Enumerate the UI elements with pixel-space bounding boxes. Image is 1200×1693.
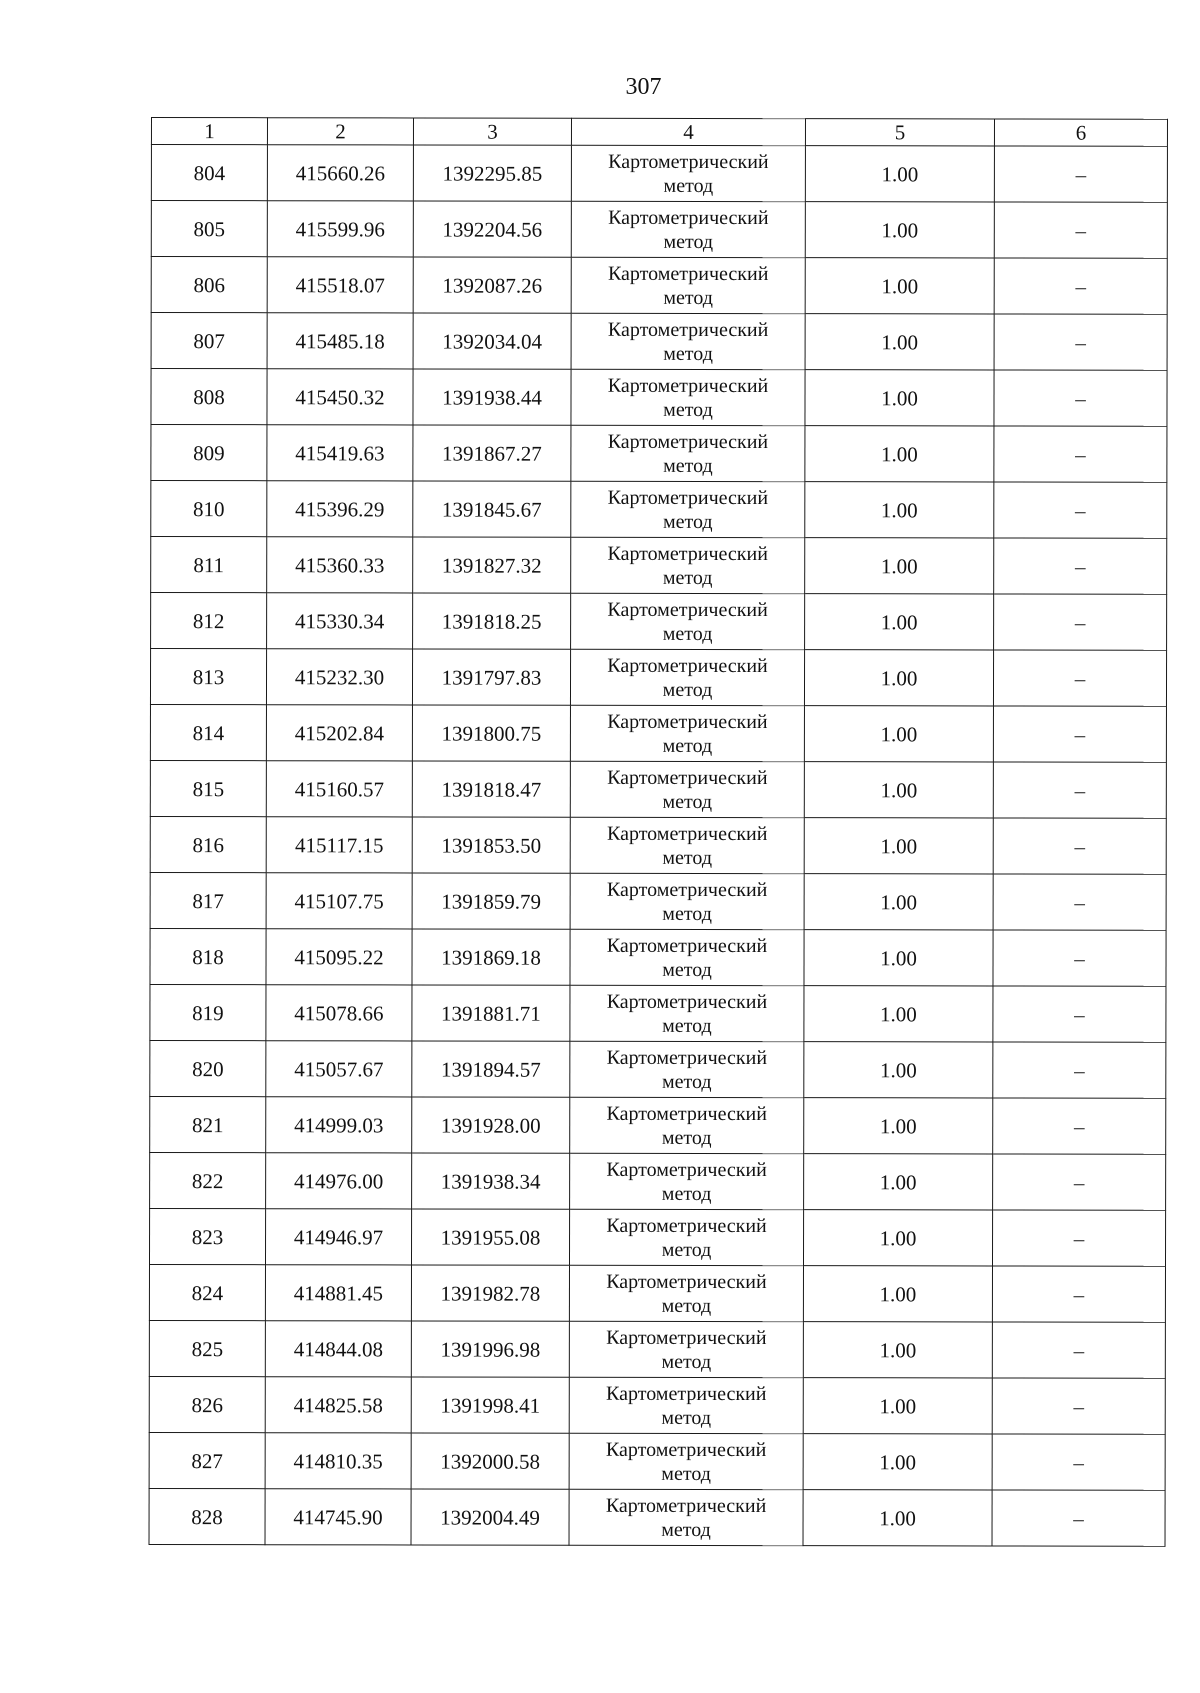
accuracy-cell: 1.00 bbox=[804, 986, 993, 1042]
y-coordinate-cell: 1391928.00 bbox=[412, 1097, 570, 1153]
method-cell bbox=[569, 1433, 803, 1489]
y-coordinate-cell: 1392034.04 bbox=[413, 313, 571, 369]
method-cell bbox=[569, 1265, 803, 1321]
y-coordinate-cell: 1391894.57 bbox=[412, 1041, 570, 1097]
x-coordinate-cell: 415396.29 bbox=[267, 481, 413, 537]
method-line-1: Картометрический bbox=[605, 1494, 767, 1517]
method-line-1: Картометрический bbox=[607, 486, 769, 509]
accuracy-cell: 1.00 bbox=[804, 1154, 993, 1210]
method-line-1: Картометрический bbox=[606, 934, 768, 957]
note-cell: – bbox=[994, 258, 1167, 314]
note-cell: – bbox=[992, 1322, 1165, 1378]
accuracy-cell: 1.00 bbox=[803, 1210, 992, 1266]
page-number: 307 bbox=[625, 74, 662, 100]
y-coordinate-cell: 1392295.85 bbox=[413, 145, 571, 201]
y-coordinate-cell: 1391827.32 bbox=[413, 537, 571, 593]
point-number-cell: 826 bbox=[149, 1376, 265, 1432]
method-line-2: метод bbox=[662, 566, 713, 589]
point-number-cell: 818 bbox=[150, 928, 266, 984]
method-line-2: метод bbox=[662, 622, 713, 645]
method-line-1: Картометрический bbox=[607, 598, 768, 621]
accuracy-cell: 1.00 bbox=[803, 1434, 992, 1490]
method-line-1: Картометрический bbox=[606, 1270, 767, 1293]
method-line-1: Картометрический bbox=[606, 1382, 767, 1405]
table-row bbox=[150, 649, 1166, 707]
point-number-cell: 806 bbox=[151, 257, 267, 313]
method-cell bbox=[571, 481, 805, 537]
method-cell bbox=[570, 1097, 804, 1153]
y-coordinate-cell: 1391818.25 bbox=[413, 593, 571, 649]
x-coordinate-cell: 415360.33 bbox=[267, 537, 413, 593]
y-coordinate-cell: 1391867.27 bbox=[413, 425, 571, 481]
point-number-cell: 825 bbox=[149, 1320, 265, 1376]
point-number-cell: 817 bbox=[150, 872, 266, 928]
method-line-1: Картометрический bbox=[606, 990, 768, 1013]
point-number-cell: 822 bbox=[150, 1152, 266, 1208]
point-number-cell: 815 bbox=[150, 760, 266, 816]
table-row bbox=[150, 1040, 1166, 1098]
x-coordinate-cell: 415160.57 bbox=[266, 761, 412, 817]
x-coordinate-cell: 415202.84 bbox=[266, 705, 412, 761]
method-line-1: Картометрический bbox=[608, 206, 769, 229]
x-coordinate-cell: 414745.90 bbox=[265, 1489, 411, 1545]
note-cell: – bbox=[993, 930, 1166, 986]
x-coordinate-cell: 415078.66 bbox=[266, 985, 412, 1041]
method-line-1: Картометрический bbox=[608, 150, 769, 173]
point-number-cell: 810 bbox=[151, 481, 267, 537]
table-header bbox=[151, 118, 1167, 147]
method-line-1: Картометрический bbox=[606, 1158, 767, 1181]
header-row bbox=[151, 118, 1167, 147]
method-line-2: метод bbox=[663, 174, 714, 197]
method-cell bbox=[569, 1321, 803, 1377]
point-number-cell: 809 bbox=[151, 425, 267, 481]
table-row bbox=[149, 1264, 1165, 1322]
note-cell: – bbox=[993, 650, 1166, 706]
method-line-2: метод bbox=[661, 1126, 712, 1149]
accuracy-cell: 1.00 bbox=[805, 370, 994, 426]
method-cell bbox=[571, 425, 805, 481]
note-cell: – bbox=[993, 1154, 1166, 1210]
y-coordinate-cell: 1391996.98 bbox=[411, 1321, 569, 1377]
point-number-cell: 819 bbox=[150, 984, 266, 1040]
point-number-cell: 805 bbox=[151, 201, 267, 257]
note-cell: – bbox=[994, 370, 1167, 426]
accuracy-cell: 1.00 bbox=[804, 706, 993, 762]
x-coordinate-cell: 414825.58 bbox=[265, 1377, 411, 1433]
method-line-2: метод bbox=[661, 1070, 712, 1093]
y-coordinate-cell: 1391982.78 bbox=[411, 1265, 569, 1321]
table-row bbox=[151, 313, 1167, 371]
table-row bbox=[150, 1152, 1166, 1210]
table-body bbox=[149, 145, 1167, 1547]
table-row bbox=[149, 1432, 1165, 1490]
x-coordinate-cell: 415232.30 bbox=[266, 649, 412, 705]
x-coordinate-cell: 415095.22 bbox=[266, 929, 412, 985]
accuracy-cell: 1.00 bbox=[804, 762, 993, 818]
table-row bbox=[149, 1488, 1165, 1546]
note-cell: – bbox=[994, 482, 1167, 538]
table-row bbox=[151, 481, 1167, 539]
accuracy-cell: 1.00 bbox=[805, 258, 994, 314]
method-line-2: метод bbox=[661, 1350, 712, 1373]
method-line-1: Картометрический bbox=[606, 1326, 767, 1349]
table-row bbox=[150, 928, 1166, 986]
point-number-cell: 808 bbox=[151, 369, 267, 425]
method-line-2: метод bbox=[662, 902, 712, 925]
method-line-2: метод bbox=[661, 1462, 711, 1485]
note-cell: – bbox=[992, 1210, 1165, 1266]
y-coordinate-cell: 1392004.49 bbox=[411, 1489, 569, 1545]
table-row bbox=[151, 145, 1167, 203]
method-line-2: метод bbox=[663, 342, 713, 365]
x-coordinate-cell: 414810.35 bbox=[265, 1433, 411, 1489]
table-row bbox=[151, 201, 1167, 259]
method-line-1: Картометрический bbox=[607, 430, 769, 453]
y-coordinate-cell: 1391859.79 bbox=[412, 873, 570, 929]
column-header-2: 2 bbox=[267, 118, 413, 145]
accuracy-cell: 1.00 bbox=[805, 538, 994, 594]
accuracy-cell: 1.00 bbox=[805, 202, 994, 258]
column-header-1: 1 bbox=[151, 118, 267, 145]
table-row bbox=[149, 1376, 1165, 1434]
method-line-2: метод bbox=[663, 398, 713, 421]
method-cell bbox=[569, 1377, 803, 1433]
note-cell: – bbox=[994, 426, 1167, 482]
note-cell: – bbox=[994, 538, 1167, 594]
x-coordinate-cell: 415117.15 bbox=[266, 817, 412, 873]
y-coordinate-cell: 1392000.58 bbox=[411, 1433, 569, 1489]
accuracy-cell: 1.00 bbox=[805, 482, 994, 538]
note-cell: – bbox=[994, 146, 1167, 202]
method-line-2: метод bbox=[661, 1238, 712, 1261]
x-coordinate-cell: 415485.18 bbox=[267, 313, 413, 369]
method-line-1: Картометрический bbox=[606, 822, 768, 845]
accuracy-cell: 1.00 bbox=[804, 1042, 993, 1098]
method-cell bbox=[571, 537, 805, 593]
table-row bbox=[151, 425, 1167, 483]
note-cell: – bbox=[992, 1378, 1165, 1434]
accuracy-cell: 1.00 bbox=[805, 426, 994, 482]
y-coordinate-cell: 1391938.34 bbox=[412, 1153, 570, 1209]
point-number-cell: 812 bbox=[151, 593, 267, 649]
y-coordinate-cell: 1391938.44 bbox=[413, 369, 571, 425]
method-line-1: Картометрический bbox=[607, 710, 768, 733]
point-number-cell: 828 bbox=[149, 1488, 265, 1544]
column-header-4: 4 bbox=[571, 118, 805, 145]
method-line-1: Картометрический bbox=[607, 654, 768, 677]
coordinates-table-wrapper bbox=[149, 117, 1168, 1547]
x-coordinate-cell: 415518.07 bbox=[267, 257, 413, 313]
note-cell: – bbox=[993, 762, 1166, 818]
table-row bbox=[150, 1096, 1166, 1154]
accuracy-cell: 1.00 bbox=[804, 818, 993, 874]
y-coordinate-cell: 1391800.75 bbox=[412, 705, 570, 761]
method-line-2: метод bbox=[662, 734, 713, 757]
method-line-2: метод bbox=[662, 510, 713, 533]
method-line-1: Картометрический bbox=[606, 1102, 767, 1125]
x-coordinate-cell: 415419.63 bbox=[267, 425, 413, 481]
method-cell bbox=[570, 873, 804, 929]
y-coordinate-cell: 1392204.56 bbox=[413, 201, 571, 257]
point-number-cell: 824 bbox=[149, 1264, 265, 1320]
y-coordinate-cell: 1391853.50 bbox=[412, 817, 570, 873]
point-number-cell: 827 bbox=[149, 1432, 265, 1488]
method-cell bbox=[570, 985, 804, 1041]
note-cell: – bbox=[993, 818, 1166, 874]
note-cell: – bbox=[993, 1042, 1166, 1098]
x-coordinate-cell: 414844.08 bbox=[265, 1321, 411, 1377]
y-coordinate-cell: 1391818.47 bbox=[412, 761, 570, 817]
method-line-2: метод bbox=[661, 1518, 711, 1541]
accuracy-cell: 1.00 bbox=[803, 1490, 992, 1546]
x-coordinate-cell: 415660.26 bbox=[267, 145, 413, 201]
coordinates-table bbox=[149, 117, 1168, 1547]
point-number-cell: 804 bbox=[151, 145, 267, 201]
method-line-2: метод bbox=[662, 790, 713, 813]
method-line-1: Картометрический bbox=[606, 1214, 767, 1237]
method-line-2: метод bbox=[663, 286, 714, 309]
note-cell: – bbox=[994, 202, 1167, 258]
point-number-cell: 807 bbox=[151, 313, 267, 369]
method-cell bbox=[570, 817, 804, 873]
method-line-2: метод bbox=[662, 1014, 712, 1037]
method-line-2: метод bbox=[661, 1406, 712, 1429]
x-coordinate-cell: 414946.97 bbox=[265, 1209, 411, 1265]
x-coordinate-cell: 415057.67 bbox=[266, 1041, 412, 1097]
method-line-1: Картометрический bbox=[605, 1438, 767, 1461]
accuracy-cell: 1.00 bbox=[805, 146, 994, 202]
accuracy-cell: 1.00 bbox=[805, 594, 994, 650]
note-cell: – bbox=[992, 1490, 1165, 1546]
accuracy-cell: 1.00 bbox=[805, 314, 994, 370]
accuracy-cell: 1.00 bbox=[803, 1322, 992, 1378]
method-cell bbox=[570, 1153, 804, 1209]
method-cell bbox=[569, 1489, 803, 1545]
method-line-1: Картометрический bbox=[606, 1046, 768, 1069]
method-cell bbox=[569, 1209, 803, 1265]
accuracy-cell: 1.00 bbox=[804, 1098, 993, 1154]
y-coordinate-cell: 1391869.18 bbox=[412, 929, 570, 985]
method-cell bbox=[570, 649, 804, 705]
table-row bbox=[151, 593, 1167, 651]
note-cell: – bbox=[992, 1434, 1165, 1490]
point-number-cell: 820 bbox=[150, 1040, 266, 1096]
method-line-1: Картометрический bbox=[607, 374, 769, 397]
point-number-cell: 816 bbox=[150, 816, 266, 872]
note-cell: – bbox=[993, 986, 1166, 1042]
y-coordinate-cell: 1391881.71 bbox=[412, 985, 570, 1041]
method-cell bbox=[571, 145, 805, 201]
accuracy-cell: 1.00 bbox=[803, 1266, 992, 1322]
method-line-1: Картометрический bbox=[606, 878, 768, 901]
accuracy-cell: 1.00 bbox=[804, 874, 993, 930]
y-coordinate-cell: 1392087.26 bbox=[413, 257, 571, 313]
table-row bbox=[150, 872, 1166, 930]
method-line-2: метод bbox=[662, 846, 713, 869]
point-number-cell: 813 bbox=[150, 649, 266, 705]
method-line-2: метод bbox=[661, 1182, 712, 1205]
point-number-cell: 821 bbox=[150, 1096, 266, 1152]
x-coordinate-cell: 414999.03 bbox=[266, 1097, 412, 1153]
table-row bbox=[150, 984, 1166, 1042]
method-line-2: метод bbox=[662, 958, 712, 981]
column-header-5: 5 bbox=[805, 119, 994, 146]
method-cell bbox=[571, 201, 805, 257]
y-coordinate-cell: 1391845.67 bbox=[413, 481, 571, 537]
point-number-cell: 811 bbox=[151, 537, 267, 593]
note-cell: – bbox=[994, 314, 1167, 370]
method-line-1: Картометрический bbox=[607, 766, 768, 789]
x-coordinate-cell: 415107.75 bbox=[266, 873, 412, 929]
point-number-cell: 814 bbox=[150, 705, 266, 761]
note-cell: – bbox=[993, 874, 1166, 930]
x-coordinate-cell: 414976.00 bbox=[266, 1153, 412, 1209]
method-line-1: Картометрический bbox=[607, 262, 769, 285]
note-cell: – bbox=[994, 594, 1167, 650]
method-line-2: метод bbox=[663, 230, 714, 253]
accuracy-cell: 1.00 bbox=[803, 1378, 992, 1434]
table-row bbox=[151, 369, 1167, 427]
table-row bbox=[150, 705, 1166, 763]
method-cell bbox=[570, 1041, 804, 1097]
method-line-2: метод bbox=[662, 678, 713, 701]
method-line-1: Картометрический bbox=[607, 542, 768, 565]
x-coordinate-cell: 415330.34 bbox=[267, 593, 413, 649]
y-coordinate-cell: 1391955.08 bbox=[411, 1209, 569, 1265]
method-cell bbox=[571, 257, 805, 313]
method-cell bbox=[571, 313, 805, 369]
table-row bbox=[151, 537, 1167, 595]
note-cell: – bbox=[992, 1266, 1165, 1322]
accuracy-cell: 1.00 bbox=[804, 930, 993, 986]
accuracy-cell: 1.00 bbox=[804, 650, 993, 706]
note-cell: – bbox=[993, 706, 1166, 762]
x-coordinate-cell: 415599.96 bbox=[267, 201, 413, 257]
column-header-3: 3 bbox=[413, 118, 571, 145]
table-row bbox=[149, 1208, 1165, 1266]
method-line-2: метод bbox=[663, 454, 713, 477]
method-cell bbox=[570, 761, 804, 817]
table-row bbox=[151, 257, 1167, 315]
x-coordinate-cell: 414881.45 bbox=[265, 1265, 411, 1321]
method-cell bbox=[571, 593, 805, 649]
y-coordinate-cell: 1391797.83 bbox=[412, 649, 570, 705]
point-number-cell: 823 bbox=[149, 1208, 265, 1264]
method-cell bbox=[571, 369, 805, 425]
column-header-6: 6 bbox=[994, 119, 1167, 146]
note-cell: – bbox=[993, 1098, 1166, 1154]
method-cell bbox=[570, 929, 804, 985]
table-row bbox=[150, 760, 1166, 818]
method-line-1: Картометрический bbox=[607, 318, 769, 341]
method-cell bbox=[570, 705, 804, 761]
method-line-2: метод bbox=[661, 1294, 712, 1317]
table-row bbox=[150, 816, 1166, 874]
x-coordinate-cell: 415450.32 bbox=[267, 369, 413, 425]
table-row bbox=[149, 1320, 1165, 1378]
y-coordinate-cell: 1391998.41 bbox=[411, 1377, 569, 1433]
